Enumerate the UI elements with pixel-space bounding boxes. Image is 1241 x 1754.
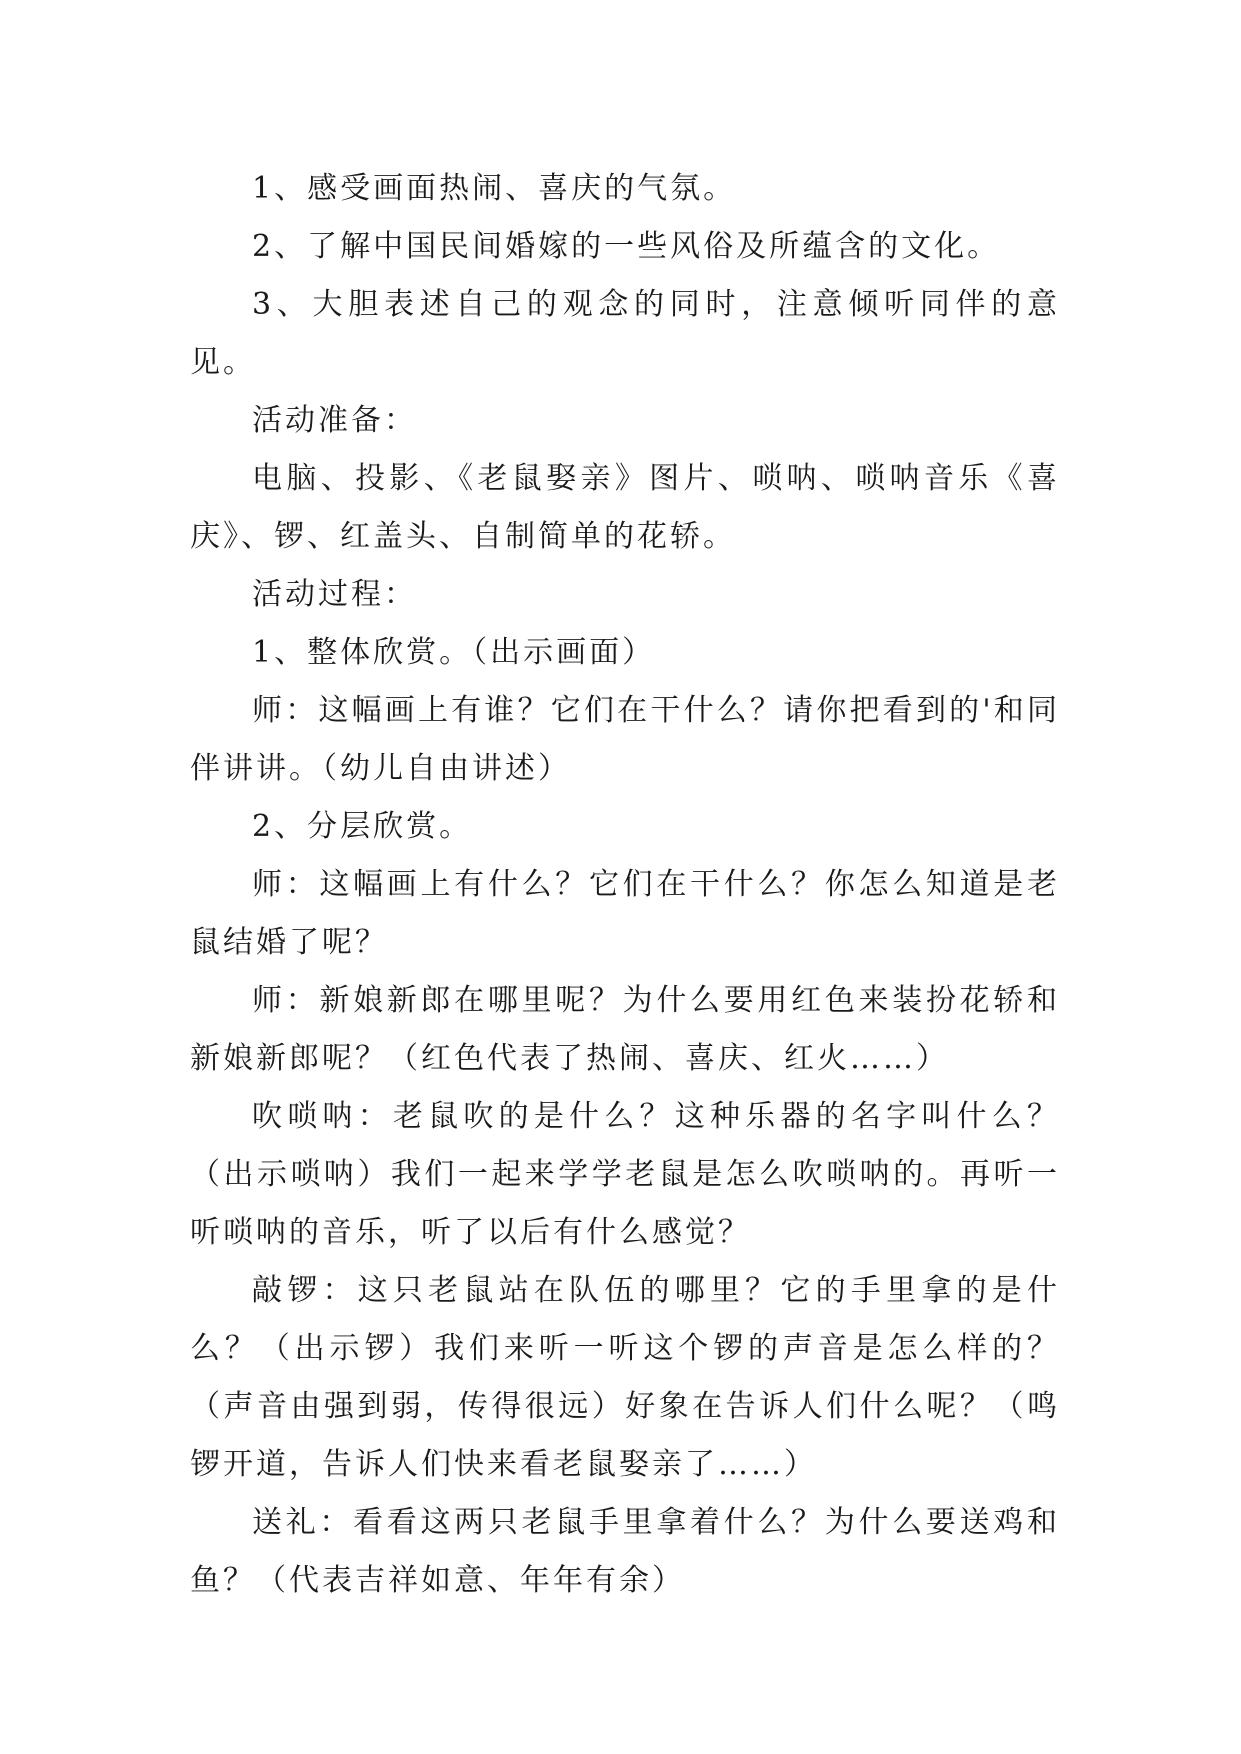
goal-3: 3、大胆表述自己的观念的同时，注意倾听同伴的意见。 <box>190 287 1060 380</box>
step-2-teacher-question-2: 师：新娘新郎在哪里呢？为什么要用红色来装扮花轿和新娘新郎呢？（红色代表了热闹、喜庆、红火……） <box>190 983 1060 1076</box>
gift-paragraph: 送礼：看看这两只老鼠手里拿着什么？为什么要送鸡和鱼？（代表吉祥如意、年年有余） <box>190 1505 1060 1598</box>
goal-1: 1、感受画面热闹、喜庆的气氛。 <box>252 171 737 206</box>
section-heading-process: 活动过程： <box>252 577 417 612</box>
step-2-heading: 2、分层欣赏。 <box>252 809 473 844</box>
document-page <box>190 160 1060 1610</box>
step-2-teacher-question-1: 师：这幅画上有什么？它们在干什么？你怎么知道是老鼠结婚了呢？ <box>190 867 1060 960</box>
step-1-heading: 1、整体欣赏。（出示画面） <box>252 635 656 670</box>
gong-paragraph: 敲锣：这只老鼠站在队伍的哪里？它的手里拿的是什么？（出示锣）我们来听一听这个锣的声音是怎么样的？（声音由强到弱，传得很远）好象在告诉人们什么呢？（鸣锣开道，告诉人们快来看老鼠娶亲了……） <box>190 1273 1060 1482</box>
preparation-materials: 电脑、投影、《老鼠娶亲》图片、唢呐、唢呐音乐《喜庆》、锣、红盖头、自制简单的花轿。 <box>190 461 1060 554</box>
step-1-teacher-question: 师：这幅画上有谁？它们在干什么？请你把看到的'和同伴讲讲。（幼儿自由讲述） <box>190 693 1060 786</box>
suona-paragraph: 吹唢呐：老鼠吹的是什么？这种乐器的名字叫什么？（出示唢呐）我们一起来学学老鼠是怎么吹唢呐的。再听一听唢呐的音乐，听了以后有什么感觉？ <box>190 1099 1060 1250</box>
goal-2: 2、了解中国民间婚嫁的一些风俗及所蕴含的文化。 <box>252 229 1001 264</box>
section-heading-preparation: 活动准备： <box>252 403 417 438</box>
